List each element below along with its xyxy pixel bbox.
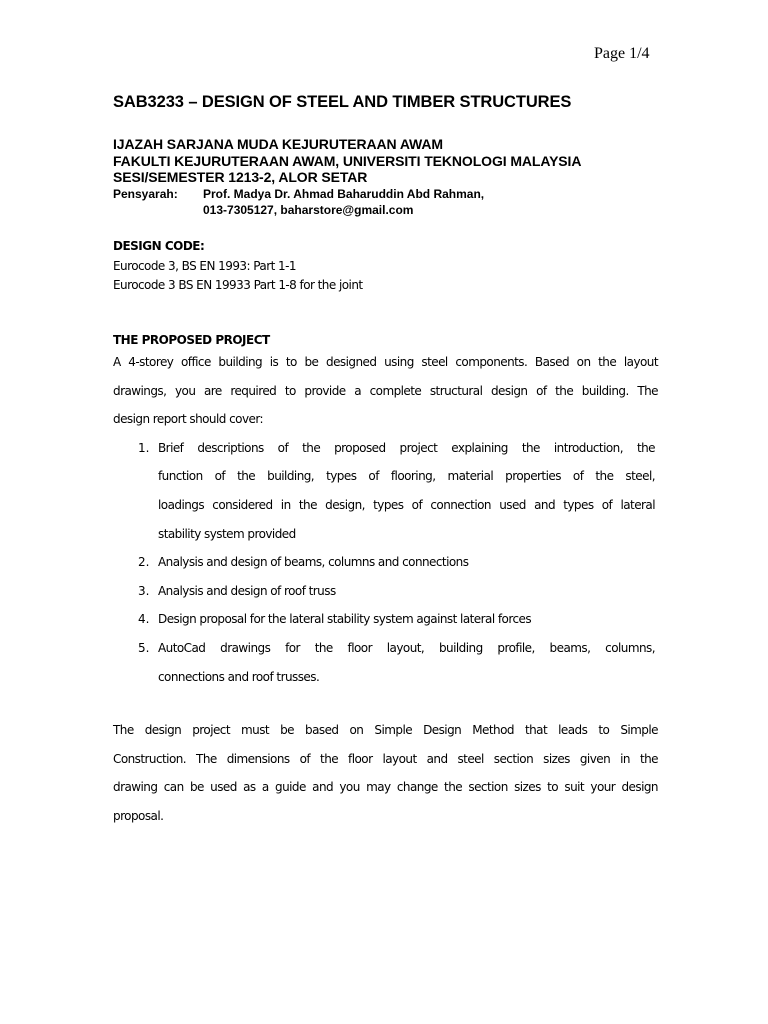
design-code-line: Eurocode 3 BS EN 19933 Part 1-8 for the joint (113, 278, 363, 292)
list-item-number: 4. (138, 612, 150, 627)
degree-line: IJAZAH SARJANA MUDA KEJURUTERAAN AWAM (113, 136, 443, 152)
intro-line: design report should cover: (113, 412, 263, 427)
list-item-line: function of the building, types of flooring, material properties of the steel, (158, 469, 655, 484)
intro-line: drawings, you are required to provide a complete structural design of the building. The (113, 383, 658, 398)
lecturer-label: Pensyarah: (113, 187, 178, 201)
list-item (113, 605, 658, 634)
design-code-line: Eurocode 3, BS EN 1993: Part 1-1 (113, 258, 296, 273)
list-item-number: 5. (138, 640, 150, 655)
closing-line: proposal. (113, 808, 164, 823)
project-heading: THE PROPOSED PROJECT (113, 333, 270, 347)
list-item-line: Brief descriptions of the proposed project explaining the introduction, the (158, 440, 655, 455)
report-items-list (113, 434, 658, 691)
list-item (113, 548, 658, 577)
lecturer-contact: 013-7305127, baharstore@gmail.com (203, 203, 414, 217)
institution-header (113, 136, 581, 186)
closing-line: drawing can be used as a guide and you may change the section sizes to suit your design (113, 780, 658, 795)
list-item-number: 3. (138, 583, 150, 598)
page-number: Page 1/4 (594, 45, 650, 62)
proposed-project-section (113, 332, 658, 691)
list-item-number: 1. (138, 440, 150, 455)
list-item-line: Analysis and design of beams, columns and connections (158, 555, 469, 570)
lecturer-name: Prof. Madya Dr. Ahmad Baharuddin Abd Rahman, (203, 187, 485, 201)
intro-line: A 4-storey office building is to be designed using steel components. Based on the layout (113, 355, 658, 369)
closing-paragraph (113, 716, 658, 830)
lecturer-info (113, 186, 484, 218)
list-item-line: Analysis and design of roof truss (158, 583, 336, 598)
list-item-line: connections and roof trusses. (158, 669, 320, 684)
session-line: SESI/SEMESTER 1213-2, ALOR SETAR (113, 169, 368, 185)
list-item-line: Design proposal for the lateral stability system against lateral forces (158, 612, 532, 627)
list-item-line: loadings considered in the design, types of connection used and types of lateral (158, 497, 655, 512)
faculty-line: FAKULTI KEJURUTERAAN AWAM, UNIVERSITI TEKNOLOGI MALAYSIA (113, 152, 582, 169)
list-item-number: 2. (138, 555, 150, 570)
list-item (113, 634, 658, 691)
design-code-section (113, 237, 363, 296)
closing-line: The design project must be based on Simple Design Method that leads to Simple (113, 723, 658, 737)
list-item (113, 434, 658, 548)
list-item (113, 577, 658, 606)
design-code-heading: DESIGN CODE: (113, 239, 205, 253)
list-item-line: AutoCad drawings for the floor layout, building profile, beams, columns, (158, 640, 655, 655)
document-title: SAB3233 – DESIGN OF STEEL AND TIMBER STRUCTURES (113, 93, 572, 111)
closing-line: Construction. The dimensions of the floor layout and steel section sizes given in the (113, 751, 658, 766)
project-intro (113, 348, 658, 434)
list-item-line: stability system provided (158, 526, 296, 541)
